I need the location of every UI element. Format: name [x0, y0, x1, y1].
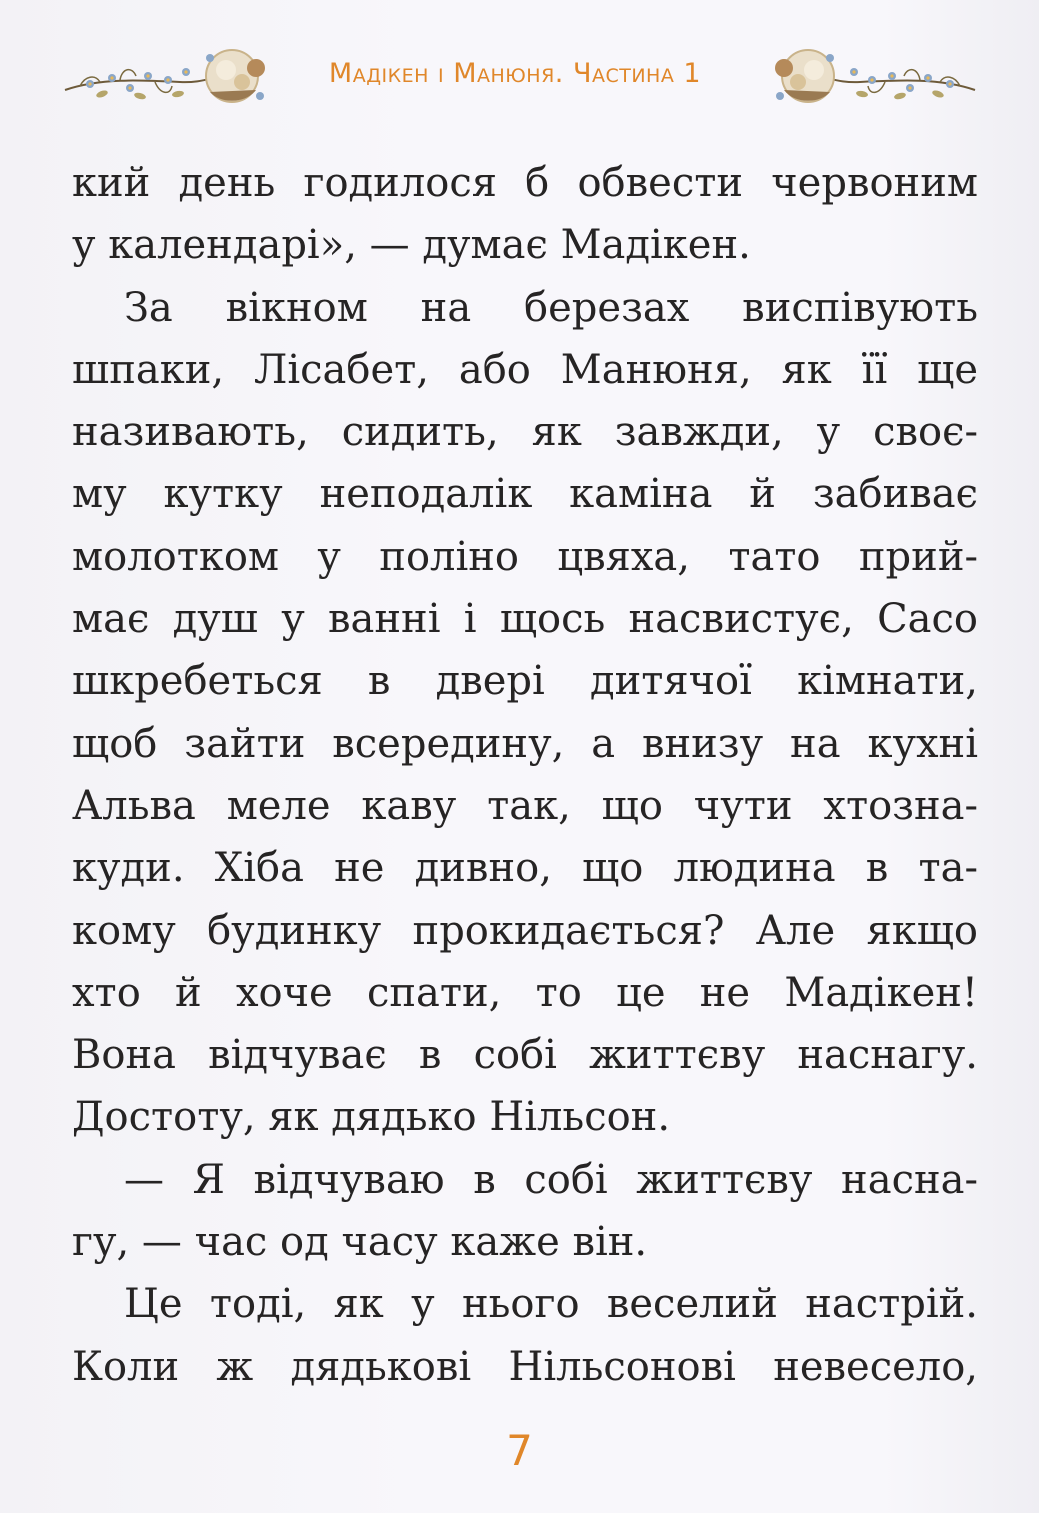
text-line: кий день годилося б обвести червоним [72, 160, 978, 206]
floral-ornament-right-icon [770, 38, 980, 118]
text-line: шпаки, Лісабет, або Манюня, як її ще [72, 346, 978, 393]
text-line: у календарі», — думає Мадікен. [72, 222, 751, 269]
text-line: гу, — час од часу каже він. [72, 1219, 648, 1266]
text-line: — Я відчуваю в собі життєву насна- [124, 1156, 978, 1203]
text-line: молотком у поліно цвяха, тато прий- [72, 533, 978, 580]
text-line: хто й хоче спати, то це не Мадікен! [72, 969, 978, 1016]
floral-ornament-left-icon [60, 38, 270, 118]
text-line: щоб зайти всередину, а внизу на кухні [72, 720, 978, 767]
body-text [72, 152, 978, 1398]
text-line: Вона відчуває в собі життєву наснагу. [72, 1032, 978, 1079]
text-line: називають, сидить, як завжди, у своє- [72, 409, 978, 456]
text-line: Коли ж дядькові Нільсонові невесело, [72, 1343, 978, 1390]
text-line: Це тоді, як у нього веселий настрій. [124, 1281, 978, 1328]
text-line: кому будинку прокидається? Але якщо [72, 907, 978, 954]
page-header [60, 38, 980, 118]
text-line: Достоту, як дядько Нільсон. [72, 1094, 671, 1141]
text-line: му кутку неподалік каміна й забиває [72, 471, 978, 518]
text-line: шкребеться в двері дитячої кімнати, [72, 658, 978, 705]
text-line: має душ у ванні і щось насвистує, Сасо [72, 596, 978, 643]
running-head: Мадікен і Манюня. Частина 1 [328, 58, 702, 89]
page-number: 7 [506, 1426, 533, 1475]
text-line: За вікном на березах виспівують [124, 284, 978, 331]
text-line: куди. Хіба не дивно, що людина в та- [72, 845, 978, 892]
text-line: Альва меле каву так, що чути хтозна- [72, 782, 978, 829]
